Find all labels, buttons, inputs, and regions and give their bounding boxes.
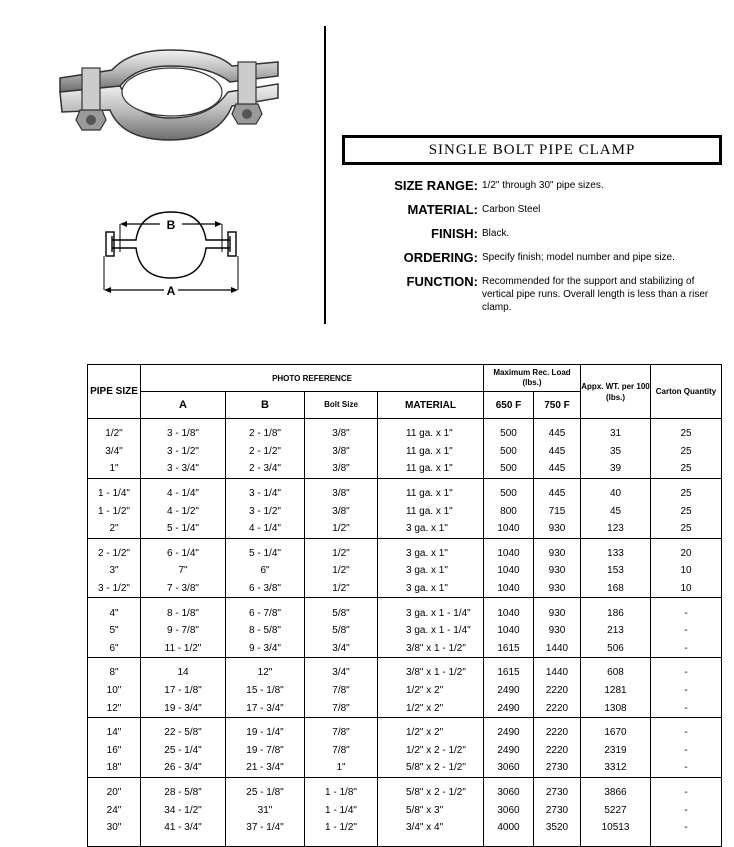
cell-load-750: 2730 [534,801,581,819]
cell-pipe-size: 3/4" [88,443,141,461]
cell-dim-a: 3 - 1/8" [141,419,226,443]
spec-ordering [342,250,722,265]
cell-dim-a: 7 - 3/8" [141,580,226,598]
table-row [88,742,722,760]
cell-dim-a: 14 [141,658,226,682]
cell-bolt-size: 3/8" [305,443,378,461]
cell-load-750: 2220 [534,742,581,760]
cell-carton: 25 [651,502,722,520]
cell-material: 5/8" x 2 - 1/2" [378,777,484,801]
cell-load-650: 2490 [484,717,534,741]
cell-load-750: 445 [534,443,581,461]
cell-load-650: 1040 [484,520,534,538]
cell-dim-a: 3 - 1/2" [141,443,226,461]
cell-load-750: 2730 [534,759,581,777]
header-750f: 750 F [534,392,581,419]
header-material: MATERIAL [378,392,484,419]
spec-finish [342,226,722,241]
cell-load-650: 500 [484,460,534,478]
cell-dim-a: 19 - 3/4" [141,699,226,717]
cell-pipe-size: 10" [88,682,141,700]
cell-carton: 25 [651,443,722,461]
cell-bolt-size: 3/8" [305,478,378,502]
cell-bolt-size: 7/8" [305,742,378,760]
cell-material: 1/2" x 2 - 1/2" [378,742,484,760]
cell-load-750: 445 [534,460,581,478]
table-row [88,682,722,700]
table-row [88,658,722,682]
cell-pipe-size: 20" [88,777,141,801]
cell-load-650: 4000 [484,819,534,847]
clamp-dimension-diagram [96,200,246,300]
table-row [88,801,722,819]
cell-dim-b: 19 - 7/8" [226,742,305,760]
cell-carton: - [651,759,722,777]
clamp-size-table [87,364,722,847]
spec-value: 1/2" through 30" pipe sizes. [482,180,604,191]
cell-carton: 20 [651,538,722,562]
cell-carton: - [651,658,722,682]
cell-load-750: 2220 [534,717,581,741]
cell-load-650: 500 [484,419,534,443]
cell-load-750: 930 [534,520,581,538]
cell-dim-b: 15 - 1/8" [226,682,305,700]
table-row [88,759,722,777]
cell-bolt-size: 1 - 1/2" [305,819,378,847]
cell-dim-b: 2 - 3/4" [226,460,305,478]
dimension-label-b: B [166,218,176,232]
cell-pipe-size: 16" [88,742,141,760]
spec-value: Recommended for the support and stabilizing of vertical pipe runs. Overall length is less than a riser clamp. [482,276,709,313]
cell-pipe-size: 18" [88,759,141,777]
cell-bolt-size: 3/8" [305,460,378,478]
pipe-clamp-photo [50,40,290,150]
table-row [88,699,722,717]
cell-carton: - [651,682,722,700]
header-bolt-size: Bolt Size [305,392,378,419]
cell-carton: - [651,777,722,801]
cell-dim-b: 3 - 1/4" [226,478,305,502]
cell-load-650: 1040 [484,622,534,640]
cell-material: 3 ga. x 1 - 1/4" [378,598,484,622]
table-row [88,478,722,502]
cell-load-650: 3060 [484,801,534,819]
header-a: A [141,392,226,419]
table-row [88,460,722,478]
cell-bolt-size: 3/8" [305,502,378,520]
cell-dim-a: 11 - 1/2" [141,640,226,658]
cell-pipe-size: 3 - 1/2" [88,580,141,598]
cell-dim-a: 5 - 1/4" [141,520,226,538]
cell-material: 3 ga. x 1 - 1/4" [378,622,484,640]
table-row [88,777,722,801]
table-row [88,502,722,520]
cell-load-650: 1040 [484,562,534,580]
table-row [88,622,722,640]
cell-carton: - [651,801,722,819]
cell-load-750: 445 [534,478,581,502]
cell-dim-b: 21 - 3/4" [226,759,305,777]
cell-dim-b: 6" [226,562,305,580]
cell-weight: 31 [581,419,651,443]
cell-pipe-size: 1 - 1/2" [88,502,141,520]
cell-load-650: 3060 [484,759,534,777]
cell-dim-a: 7" [141,562,226,580]
cell-load-750: 930 [534,580,581,598]
cell-dim-a: 28 - 5/8" [141,777,226,801]
table-row [88,598,722,622]
cell-bolt-size: 7/8" [305,717,378,741]
cell-material: 11 ga. x 1" [378,478,484,502]
table-row [88,538,722,562]
cell-weight: 213 [581,622,651,640]
cell-carton: - [651,819,722,847]
cell-load-650: 2490 [484,699,534,717]
spec-material [342,202,722,217]
cell-dim-b: 4 - 1/4" [226,520,305,538]
cell-weight: 10513 [581,819,651,847]
cell-weight: 40 [581,478,651,502]
cell-material: 3 ga. x 1" [378,520,484,538]
cell-pipe-size: 12" [88,699,141,717]
cell-load-650: 3060 [484,777,534,801]
table-row [88,562,722,580]
cell-weight: 5227 [581,801,651,819]
header-weight: Appx. WT. per 100 (lbs.) [581,365,651,419]
cell-carton: - [651,717,722,741]
cell-dim-a: 34 - 1/2" [141,801,226,819]
cell-bolt-size: 1 - 1/8" [305,777,378,801]
cell-pipe-size: 4" [88,598,141,622]
cell-pipe-size: 24" [88,801,141,819]
cell-weight: 153 [581,562,651,580]
cell-dim-b: 5 - 1/4" [226,538,305,562]
spec-value: Specify finish; model number and pipe size. [482,252,675,263]
cell-load-750: 1440 [534,658,581,682]
cell-material: 1/2" x 2" [378,699,484,717]
cell-material: 1/2" x 2" [378,717,484,741]
cell-load-750: 930 [534,598,581,622]
cell-bolt-size: 7/8" [305,682,378,700]
cell-dim-a: 3 - 3/4" [141,460,226,478]
cell-pipe-size: 1/2" [88,419,141,443]
cell-load-750: 2730 [534,777,581,801]
cell-dim-a: 25 - 1/4" [141,742,226,760]
cell-load-650: 1040 [484,538,534,562]
cell-bolt-size: 1/2" [305,538,378,562]
cell-carton: 25 [651,520,722,538]
cell-bolt-size: 3/4" [305,658,378,682]
cell-weight: 1308 [581,699,651,717]
cell-weight: 35 [581,443,651,461]
cell-bolt-size: 7/8" [305,699,378,717]
cell-bolt-size: 5/8" [305,622,378,640]
cell-bolt-size: 3/4" [305,640,378,658]
cell-weight: 39 [581,460,651,478]
cell-material: 11 ga. x 1" [378,460,484,478]
cell-material: 5/8" x 2 - 1/2" [378,759,484,777]
cell-carton: 10 [651,580,722,598]
cell-load-750: 445 [534,419,581,443]
cell-load-650: 1040 [484,598,534,622]
header-650f: 650 F [484,392,534,419]
cell-weight: 3312 [581,759,651,777]
cell-carton: - [651,742,722,760]
product-title: SINGLE BOLT PIPE CLAMP [428,141,636,158]
spec-label: FINISH: [431,226,478,241]
table-row [88,717,722,741]
cell-dim-b: 6 - 3/8" [226,580,305,598]
cell-weight: 186 [581,598,651,622]
cell-pipe-size: 1 - 1/4" [88,478,141,502]
cell-dim-b: 17 - 3/4" [226,699,305,717]
cell-dim-b: 12" [226,658,305,682]
cell-dim-b: 6 - 7/8" [226,598,305,622]
cell-material: 3/8" x 1 - 1/2" [378,658,484,682]
cell-dim-a: 41 - 3/4" [141,819,226,847]
cell-carton: - [651,640,722,658]
cell-bolt-size: 1" [305,759,378,777]
header-pipe-size: PIPE SIZE [88,365,141,419]
table-row [88,580,722,598]
spec-size-range [342,178,722,193]
cell-dim-b: 31" [226,801,305,819]
dimension-label-a: A [166,284,176,298]
cell-load-650: 1615 [484,658,534,682]
cell-material: 3 ga. x 1" [378,562,484,580]
cell-dim-a: 17 - 1/8" [141,682,226,700]
cell-dim-a: 6 - 1/4" [141,538,226,562]
cell-load-750: 930 [534,622,581,640]
cell-dim-a: 26 - 3/4" [141,759,226,777]
cell-bolt-size: 5/8" [305,598,378,622]
cell-dim-b: 19 - 1/4" [226,717,305,741]
cell-load-650: 1040 [484,580,534,598]
table-row [88,419,722,443]
cell-dim-b: 2 - 1/8" [226,419,305,443]
cell-pipe-size: 3" [88,562,141,580]
cell-material: 3 ga. x 1" [378,580,484,598]
cell-dim-b: 37 - 1/4" [226,819,305,847]
spec-label: MATERIAL: [407,202,478,217]
cell-carton: 25 [651,419,722,443]
cell-load-750: 2220 [534,699,581,717]
spec-value: Black. [482,228,510,239]
cell-dim-a: 8 - 1/8" [141,598,226,622]
cell-bolt-size: 1/2" [305,520,378,538]
cell-bolt-size: 1/2" [305,562,378,580]
table-body [88,419,722,847]
cell-load-650: 500 [484,443,534,461]
header-max-load: Maximum Rec. Load (lbs.) [484,365,581,392]
cell-load-750: 930 [534,562,581,580]
cell-pipe-size: 30" [88,819,141,847]
cell-pipe-size: 2 - 1/2" [88,538,141,562]
spec-label: SIZE RANGE: [394,178,478,193]
cell-dim-b: 8 - 5/8" [226,622,305,640]
cell-carton: - [651,598,722,622]
cell-load-750: 715 [534,502,581,520]
cell-pipe-size: 1" [88,460,141,478]
cell-dim-b: 25 - 1/8" [226,777,305,801]
cell-pipe-size: 2" [88,520,141,538]
table-row [88,819,722,847]
spec-value: Carbon Steel [482,204,541,215]
cell-pipe-size: 8" [88,658,141,682]
cell-carton: - [651,622,722,640]
table-row [88,520,722,538]
cell-dim-a: 9 - 7/8" [141,622,226,640]
cell-material: 1/2" x 2" [378,682,484,700]
header-b: B [226,392,305,419]
cell-material: 5/8" x 3" [378,801,484,819]
cell-carton: 25 [651,460,722,478]
cell-weight: 1670 [581,717,651,741]
cell-load-650: 1615 [484,640,534,658]
spec-label: ORDERING: [403,250,478,265]
cell-pipe-size: 14" [88,717,141,741]
cell-pipe-size: 6" [88,640,141,658]
cell-weight: 3866 [581,777,651,801]
cell-carton: 10 [651,562,722,580]
cell-load-750: 1440 [534,640,581,658]
cell-weight: 133 [581,538,651,562]
cell-material: 3/8" x 1 - 1/2" [378,640,484,658]
product-title-box [342,135,722,165]
cell-weight: 1281 [581,682,651,700]
cell-carton: - [651,699,722,717]
spec-label: FUNCTION: [406,274,478,289]
table-row [88,640,722,658]
spec-function [342,274,722,314]
table-row [88,443,722,461]
cell-load-750: 3520 [534,819,581,847]
cell-dim-b: 9 - 3/4" [226,640,305,658]
cell-weight: 45 [581,502,651,520]
cell-load-650: 2490 [484,682,534,700]
cell-weight: 168 [581,580,651,598]
cell-dim-a: 4 - 1/2" [141,502,226,520]
header-photo-reference: PHOTO REFERENCE [141,365,484,392]
cell-material: 3/4" x 4" [378,819,484,847]
header-carton: Carton Quantity [651,365,722,419]
cell-load-750: 930 [534,538,581,562]
cell-material: 11 ga. x 1" [378,419,484,443]
cell-bolt-size: 1 - 1/4" [305,801,378,819]
cell-load-650: 800 [484,502,534,520]
cell-load-650: 2490 [484,742,534,760]
cell-pipe-size: 5" [88,622,141,640]
cell-load-750: 2220 [534,682,581,700]
cell-dim-a: 22 - 5/8" [141,717,226,741]
cell-material: 3 ga. x 1" [378,538,484,562]
cell-bolt-size: 1/2" [305,580,378,598]
cell-weight: 2319 [581,742,651,760]
cell-material: 11 ga. x 1" [378,443,484,461]
cell-dim-b: 2 - 1/2" [226,443,305,461]
cell-weight: 608 [581,658,651,682]
cell-weight: 506 [581,640,651,658]
cell-bolt-size: 3/8" [305,419,378,443]
cell-material: 11 ga. x 1" [378,502,484,520]
cell-weight: 123 [581,520,651,538]
cell-dim-b: 3 - 1/2" [226,502,305,520]
cell-load-650: 500 [484,478,534,502]
cell-dim-a: 4 - 1/4" [141,478,226,502]
vertical-divider [324,26,326,324]
cell-carton: 25 [651,478,722,502]
